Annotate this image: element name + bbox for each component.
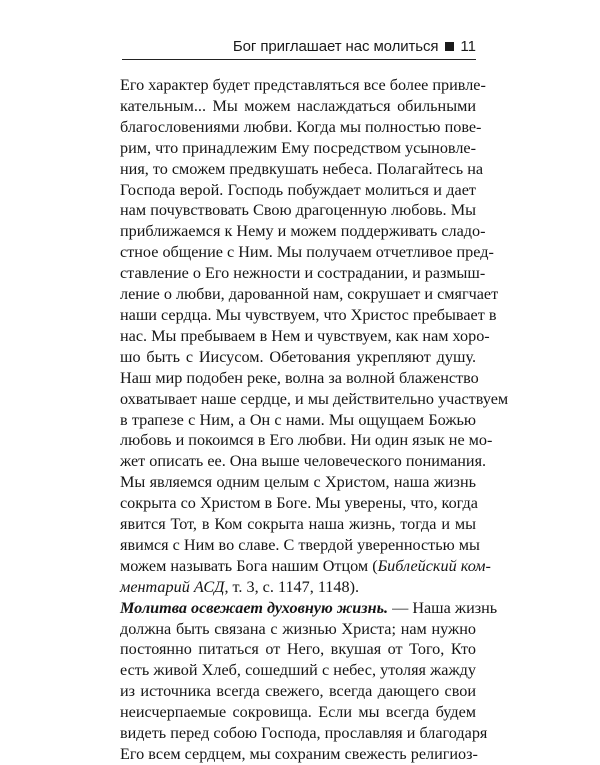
text-line: видеть перед собою Господа, прославляя и благодаря bbox=[120, 724, 488, 743]
text-segment: можем называть Бога нашим Отцом ( bbox=[120, 556, 378, 575]
text-line: Наш мир подобен реке, волна за волной блаженство bbox=[120, 368, 479, 387]
text-line: явится Тот, в Ком сокрыта наша жизнь, тогда и мы bbox=[120, 515, 476, 534]
citation-reference: , т. 3, с. 1147, 1148). bbox=[224, 577, 360, 596]
text-line: ния, то сможем предвкушать небеса. Полагайтесь на bbox=[120, 159, 484, 178]
text-line bbox=[120, 556, 491, 577]
text-line: жет описать ее. Она выше человеческого понимания. bbox=[120, 452, 487, 471]
text-line: шо быть с Иисусом. Обетования укрепляют душу. bbox=[120, 347, 476, 366]
text-line: должна быть связана с жизнью Христа; нам нужно bbox=[120, 619, 476, 638]
text-segment: — Наша жизнь bbox=[388, 598, 498, 617]
text-line bbox=[120, 598, 498, 619]
text-line: стное общение с Ним. Мы получаем отчетливое пред- bbox=[120, 243, 494, 262]
citation-title: Библейский ком- bbox=[377, 556, 491, 575]
paragraph-1 bbox=[120, 75, 509, 598]
paragraph-lead: Молитва освежает духовную жизнь. bbox=[120, 598, 389, 617]
text-line: явимся с Ним во славе. С твердой уверенностью мы bbox=[120, 535, 480, 554]
text-line: Господа верой. Господь побуждает молиться и дает bbox=[120, 180, 476, 199]
text-line: есть живой Хлеб, сошедший с небес, утоляя жажду bbox=[120, 661, 476, 680]
text-line: ление о любви, дарованной нам, сокрушает и смягчает bbox=[120, 285, 499, 304]
text-line: охватывает наше сердце, и мы действительно участвуем bbox=[120, 389, 509, 408]
text-line: нас. Мы пребываем в Нем и чувствуем, как нам хоро- bbox=[120, 326, 490, 345]
text-line: в трапезе с Ним, а Он с нами. Мы ощущаем Божью bbox=[120, 410, 476, 429]
text-line: сокрыта со Христом в Боге. Мы уверены, что, когда bbox=[120, 494, 478, 513]
text-line: Его характер будет представляться все более привле- bbox=[120, 76, 486, 94]
text-line: из источника всегда свежего, всегда дающего свои bbox=[120, 682, 476, 701]
text-line: наши сердца. Мы чувствуем, что Христос пребывает в bbox=[120, 305, 497, 324]
square-bullet-icon bbox=[445, 42, 454, 51]
text-line: неисчерпаемые сокровища. Если мы всегда будем bbox=[120, 703, 476, 722]
running-header bbox=[122, 36, 476, 56]
text-line: ставление о Его нежности и сострадании, и размыш- bbox=[120, 264, 486, 283]
text-line: рим, что принадлежим Ему посредством усыновле- bbox=[120, 138, 476, 157]
text-line: Мы являемся одним целым с Христом, наша жизнь bbox=[120, 473, 476, 492]
text-line: нам почувствовать Свою драгоценную любовь. Мы bbox=[120, 201, 476, 220]
text-line: приближаемся к Нему и можем поддерживать сладо- bbox=[120, 222, 486, 241]
page-number: 11 bbox=[460, 37, 476, 55]
text-line: постоянно питаться от Него, вкушая от Того, Кто bbox=[120, 640, 476, 659]
header-rule bbox=[122, 59, 476, 60]
text-line: Его всем сердцем, мы сохраним свежесть религиоз- bbox=[120, 745, 478, 763]
running-title: Бог приглашает нас молиться bbox=[232, 37, 439, 55]
citation-title: ментарий АСД bbox=[120, 577, 225, 596]
text-line bbox=[120, 577, 476, 598]
text-line: благословениями любви. Когда мы полностью пове- bbox=[120, 117, 482, 136]
text-line: кательным... Мы можем наслаждаться обильными bbox=[120, 96, 476, 115]
page-body bbox=[120, 75, 509, 765]
paragraph-2 bbox=[120, 598, 498, 765]
text-line: любовь и покоимся в Его любви. Ни один язык не мо- bbox=[120, 431, 493, 450]
